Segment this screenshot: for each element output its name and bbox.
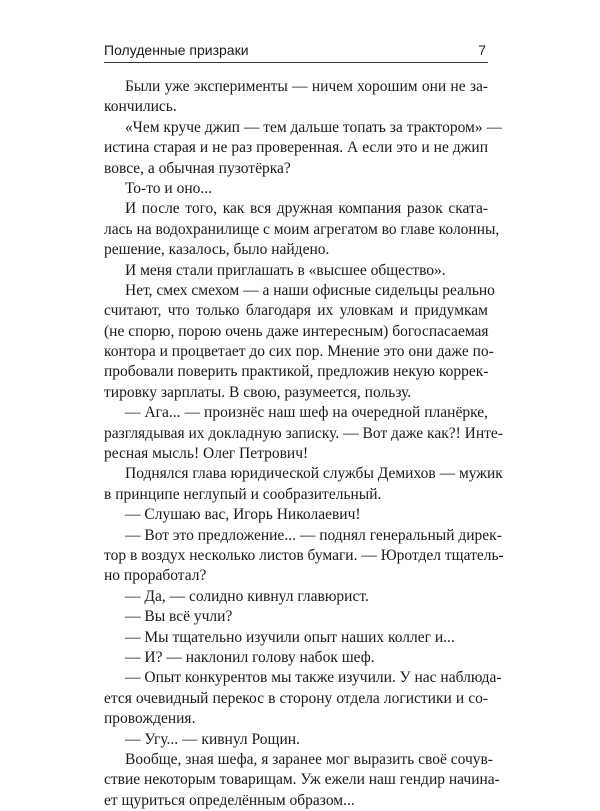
text-line: истина старая и не раз проверенная. А если это и не джип xyxy=(104,139,488,157)
paragraph xyxy=(104,750,500,811)
paragraph xyxy=(104,118,502,179)
text-line: Были уже эксперименты — ничем хорошим они не за- xyxy=(125,78,488,95)
running-title: Полуденные призраки xyxy=(104,42,249,58)
text-line: — И? — наклонил голову набок шеф. xyxy=(125,648,375,666)
text-line: кончились. xyxy=(104,98,177,116)
text-line: пробовали поверить практикой, предложив некую коррек- xyxy=(104,363,489,381)
text-line: разглядывая их докладную записку. — Вот даже как?! Инте- xyxy=(104,424,503,442)
text-line: Поднялся глава юридической службы Демихов — мужик xyxy=(125,465,503,483)
text-line: — Вот это предложение... — поднял генеральный дирек- xyxy=(125,526,502,544)
text-line: ресная мысль! Олег Петрович! xyxy=(104,445,309,463)
text-line: вовсе, а обычная пузотёрка? xyxy=(104,159,291,177)
paragraph xyxy=(104,281,495,403)
text-line: Вообще, зная шефа, я заранее мог выразить своё сочув- xyxy=(125,750,493,768)
paragraph xyxy=(104,628,488,648)
paragraph xyxy=(104,730,488,750)
text-line: тировку зарплаты. В свою, разумеется, пользу. xyxy=(104,383,412,401)
text-line: — Мы тщательно изучили опыт наших коллег и... xyxy=(125,628,455,646)
page-number: 7 xyxy=(478,42,486,58)
text-line: лась на водохранилище с моим агрегатом во главе колонны, xyxy=(104,220,500,238)
text-line: — Опыт конкурентов мы также изучили. У нас наблюда- xyxy=(125,669,502,687)
text-line: но проработал? xyxy=(104,567,207,585)
text-line: И после того, как вся дружная компания разок ската- xyxy=(125,200,488,218)
text-line: ет щуриться определённым образом... xyxy=(104,791,355,809)
paragraph xyxy=(104,199,500,260)
text-line: решение, казалось, было найдено. xyxy=(104,241,330,259)
text-line: — Угу... — кивнул Рощин. xyxy=(125,730,300,748)
text-line: провождения. xyxy=(104,710,196,728)
running-header xyxy=(104,42,488,63)
text-line: — Вы всё учли? xyxy=(125,608,233,626)
text-line: контора и процветает до сих пор. Мнение это они даже по- xyxy=(104,343,494,361)
text-line: И меня стали приглашать в «высшее общество». xyxy=(125,261,446,279)
paragraph xyxy=(104,587,488,607)
text-line: в принципе неглупый и сообразительный. xyxy=(104,485,382,503)
text-line: ствие некоторым товарищам. Уж ежели наш гендир начина- xyxy=(104,771,500,789)
text-line: Нет, смех смехом — а наши офисные сидельцы реально xyxy=(125,281,495,299)
paragraph xyxy=(104,403,503,464)
text-line: — Да, — солидно кивнул главюрист. xyxy=(125,587,369,605)
text-line: — Слушаю вас, Игорь Николаевич! xyxy=(125,506,361,524)
text-line: — Ага... — произнёс наш шеф на очередной планёрке, xyxy=(125,404,488,422)
text-line: считают, что только благодаря их уловкам и придумкам xyxy=(104,302,488,320)
body-text xyxy=(104,77,504,811)
text-line: То-то и оно... xyxy=(125,179,212,197)
text-line: (не спорю, порою очень даже интересным) богоспасаемая xyxy=(104,322,489,340)
paragraph xyxy=(104,648,488,668)
paragraph xyxy=(104,668,502,729)
paragraph xyxy=(104,607,488,627)
paragraph xyxy=(104,261,488,281)
paragraph xyxy=(104,77,488,118)
paragraph xyxy=(104,179,488,199)
text-line: ется очевидный перекос в сторону отдела логистики и со- xyxy=(104,689,488,707)
paragraph xyxy=(104,464,503,505)
text-line: тор в воздух несколько листов бумаги. — Юротдел тщатель- xyxy=(104,546,504,564)
paragraph xyxy=(104,505,488,525)
paragraph xyxy=(104,526,504,587)
text-line: «Чем круче джип — тем дальше топать за трактором» — xyxy=(125,118,502,136)
